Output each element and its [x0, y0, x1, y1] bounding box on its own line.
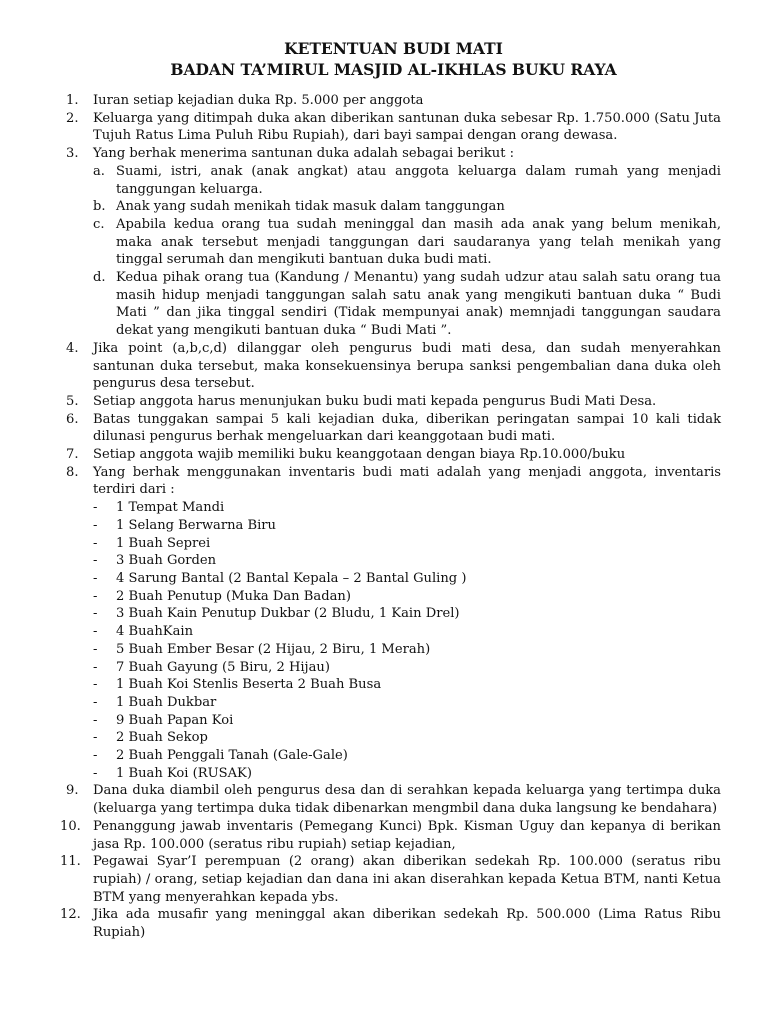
sub-item-a	[93, 163, 721, 198]
dash-marker: -	[93, 748, 98, 764]
inventory-text: 3 Buah Gorden	[116, 553, 217, 569]
sub-text: Kedua pihak orang tua (Kandung / Menantu) yang sudah udzur atau salah satu orang tua masih hidup menjadi tanggungan salah satu anak yang mengikuti bantuan duka “ Budi Mati ” dan jika tinggal sendiri (Tidak mempunyai anak) memnjadi tanggungan saudara dekat yang mengikuti bantuan duka “ Budi Mati ”.	[116, 270, 721, 339]
rule-item-8	[66, 464, 721, 783]
rule-text: Setiap anggota wajib memiliki buku keanggotaan dengan biaya Rp.10.000/buku	[93, 447, 626, 463]
inventory-item	[93, 676, 721, 694]
rule-text: Iuran setiap kejadian duka Rp. 5.000 per anggota	[93, 93, 424, 108]
rule-number: 6.	[66, 411, 79, 427]
inventory-item	[93, 729, 721, 747]
rule-number: 5.	[66, 393, 79, 409]
inventory-item	[93, 623, 721, 641]
rule-text: Jika ada musafir yang meninggal akan diberikan sedekah Rp. 500.000 (Lima Ratus Ribu Rupiah)	[93, 907, 721, 941]
dash-marker: -	[93, 500, 98, 516]
inventory-item	[93, 605, 721, 623]
dash-marker: -	[93, 730, 98, 746]
sub-text: Apabila kedua orang tua sudah meninggal dan masih ada anak yang belum menikah, maka anak tersebut menjadi tanggungan dari saudaranya yang telah menikah yang tinggal serumah dan mengikuti bantuan duka budi mati.	[116, 216, 721, 268]
inventory-text: 9 Buah Papan Koi	[116, 712, 234, 728]
document-header	[66, 38, 721, 80]
dash-marker: -	[93, 553, 98, 569]
inventory-text: 1 Buah Koi Stenlis Beserta 2 Buah Busa	[116, 677, 382, 693]
rule-number: 4.	[66, 340, 79, 356]
rule-text: Yang berhak menggunakan inventaris budi mati adalah yang menjadi anggota, inventaris terdiri dari :	[93, 464, 721, 498]
dash-marker: -	[93, 765, 98, 781]
dash-marker: -	[93, 535, 98, 551]
inventory-item	[93, 588, 721, 606]
inventory-text: 4 Sarung Bantal (2 Bantal Kepala – 2 Bantal Guling )	[116, 570, 467, 586]
inventory-text: 3 Buah Kain Penutup Dukbar (2 Bludu, 1 Kain Drel)	[116, 606, 460, 622]
sub-letter: d.	[93, 270, 106, 286]
rule-item-1	[66, 92, 721, 110]
dash-marker: -	[93, 659, 98, 675]
inventory-item	[93, 765, 721, 783]
rule-text: Penanggung jawab inventaris (Pemegang Kunci) Bpk. Kisman Uguy dan kepanya di berikan jasa Rp. 100.000 (seratus ribu rupiah) setiap kejadian,	[93, 818, 721, 852]
rule-text: Pegawai Syar’I perempuan (2 orang) akan diberikan sedekah Rp. 100.000 (seratus ribu rupiah) / orang, setiap kejadian dan dana ini akan diserahkan kepada Ketua BTM, nanti Ketua BTM yang menyerahkan kepada ybs.	[93, 854, 721, 905]
rule-number: 10.	[60, 818, 81, 834]
rule-number: 3.	[66, 146, 79, 162]
rule-item-11	[60, 853, 721, 906]
sub-letter: b.	[93, 199, 106, 215]
rule-text: Yang berhak menerima santunan duka adalah sebagai berikut :	[93, 146, 515, 162]
rule-item-5	[66, 393, 721, 411]
inventory-item	[93, 659, 721, 677]
inventory-text: 7 Buah Gayung (5 Biru, 2 Hijau)	[116, 659, 330, 675]
rules-list	[60, 92, 721, 942]
dash-marker: -	[93, 606, 98, 622]
dash-marker: -	[93, 712, 98, 728]
rule-item-7	[66, 446, 721, 464]
rule-number: 12.	[60, 907, 81, 923]
dash-marker: -	[93, 694, 98, 710]
document-title: KETENTUAN BUDI MATI	[284, 39, 503, 58]
inventory-list	[93, 499, 721, 782]
rule-text: Keluarga yang ditimpah duka akan diberikan santunan duka sebesar Rp. 1.750.000 (Satu Juta Tujuh Ratus Lima Puluh Ribu Rupiah), dari bayi sampai dengan orang dewasa.	[93, 110, 721, 144]
dash-marker: -	[93, 677, 98, 693]
rule-item-10	[60, 818, 721, 853]
rule-number: 8.	[66, 464, 79, 480]
rule-item-2	[66, 110, 721, 145]
inventory-item	[93, 535, 721, 553]
dash-marker: -	[93, 588, 98, 604]
sub-item-c	[93, 216, 721, 269]
inventory-item	[93, 517, 721, 535]
sub-list	[93, 163, 721, 340]
sub-letter: c.	[93, 216, 105, 232]
document-subtitle: BADAN TA’MIRUL MASJID AL-IKHLAS BUKU RAYA	[170, 60, 617, 79]
dash-marker: -	[93, 641, 98, 657]
rule-number: 11.	[60, 854, 81, 870]
inventory-item	[93, 499, 721, 517]
rule-text: Jika point (a,b,c,d) dilanggar oleh pengurus budi mati desa, dan sudah menyerahkan santunan duka tersebut, maka konsekuensinya berupa sanksi pengembalian dana duka oleh pengurus desa tersebut.	[93, 340, 721, 392]
inventory-text: 1 Buah Dukbar	[116, 694, 217, 710]
rule-number: 7.	[66, 447, 79, 463]
dash-marker: -	[93, 624, 98, 640]
rule-item-3	[66, 145, 721, 340]
dash-marker: -	[93, 517, 98, 533]
rule-text: Batas tunggakan sampai 5 kali kejadian duka, diberikan peringatan sampai 10 kali tidak dilunasi pengurus berhak mengeluarkan dari keanggotaan budi mati.	[93, 411, 721, 445]
inventory-text: 1 Selang Berwarna Biru	[116, 517, 276, 533]
rule-text: Dana duka diambil oleh pengurus desa dan di serahkan kepada keluarga yang tertimpa duka (keluarga yang tertimpa duka tidak dibenarkan mengmbil dana duka langsung ke bendahara)	[93, 783, 721, 817]
inventory-text: 1 Buah Koi (RUSAK)	[116, 765, 252, 781]
rule-item-9	[66, 782, 721, 817]
inventory-text: 2 Buah Sekop	[116, 730, 208, 746]
rule-number: 2.	[66, 110, 79, 126]
rule-number: 9.	[66, 783, 79, 799]
sub-text: Anak yang sudah menikah tidak masuk dalam tanggungan	[116, 199, 505, 215]
document-page	[60, 38, 721, 942]
inventory-text: 1 Tempat Mandi	[116, 500, 225, 516]
sub-item-d	[93, 269, 721, 340]
inventory-item	[93, 641, 721, 659]
rule-number: 1.	[66, 93, 79, 108]
inventory-text: 4 BuahKain	[116, 624, 193, 640]
inventory-text: 5 Buah Ember Besar (2 Hijau, 2 Biru, 1 Merah)	[116, 641, 431, 657]
inventory-item	[93, 570, 721, 588]
inventory-text: 1 Buah Seprei	[116, 535, 211, 551]
inventory-item	[93, 552, 721, 570]
inventory-text: 2 Buah Penggali Tanah (Gale-Gale)	[116, 748, 348, 764]
rule-item-12	[60, 906, 721, 941]
rule-text: Setiap anggota harus menunjukan buku budi mati kepada pengurus Budi Mati Desa.	[93, 393, 657, 409]
sub-letter: a.	[93, 163, 105, 179]
dash-marker: -	[93, 570, 98, 586]
rule-item-6	[66, 411, 721, 446]
inventory-text: 2 Buah Penutup (Muka Dan Badan)	[116, 588, 351, 604]
inventory-item	[93, 712, 721, 730]
inventory-item	[93, 747, 721, 765]
inventory-item	[93, 694, 721, 712]
rule-item-4	[66, 340, 721, 393]
sub-item-b	[93, 198, 721, 216]
sub-text: Suami, istri, anak (anak angkat) atau anggota keluarga dalam rumah yang menjadi tanggungan keluarga.	[116, 163, 721, 197]
